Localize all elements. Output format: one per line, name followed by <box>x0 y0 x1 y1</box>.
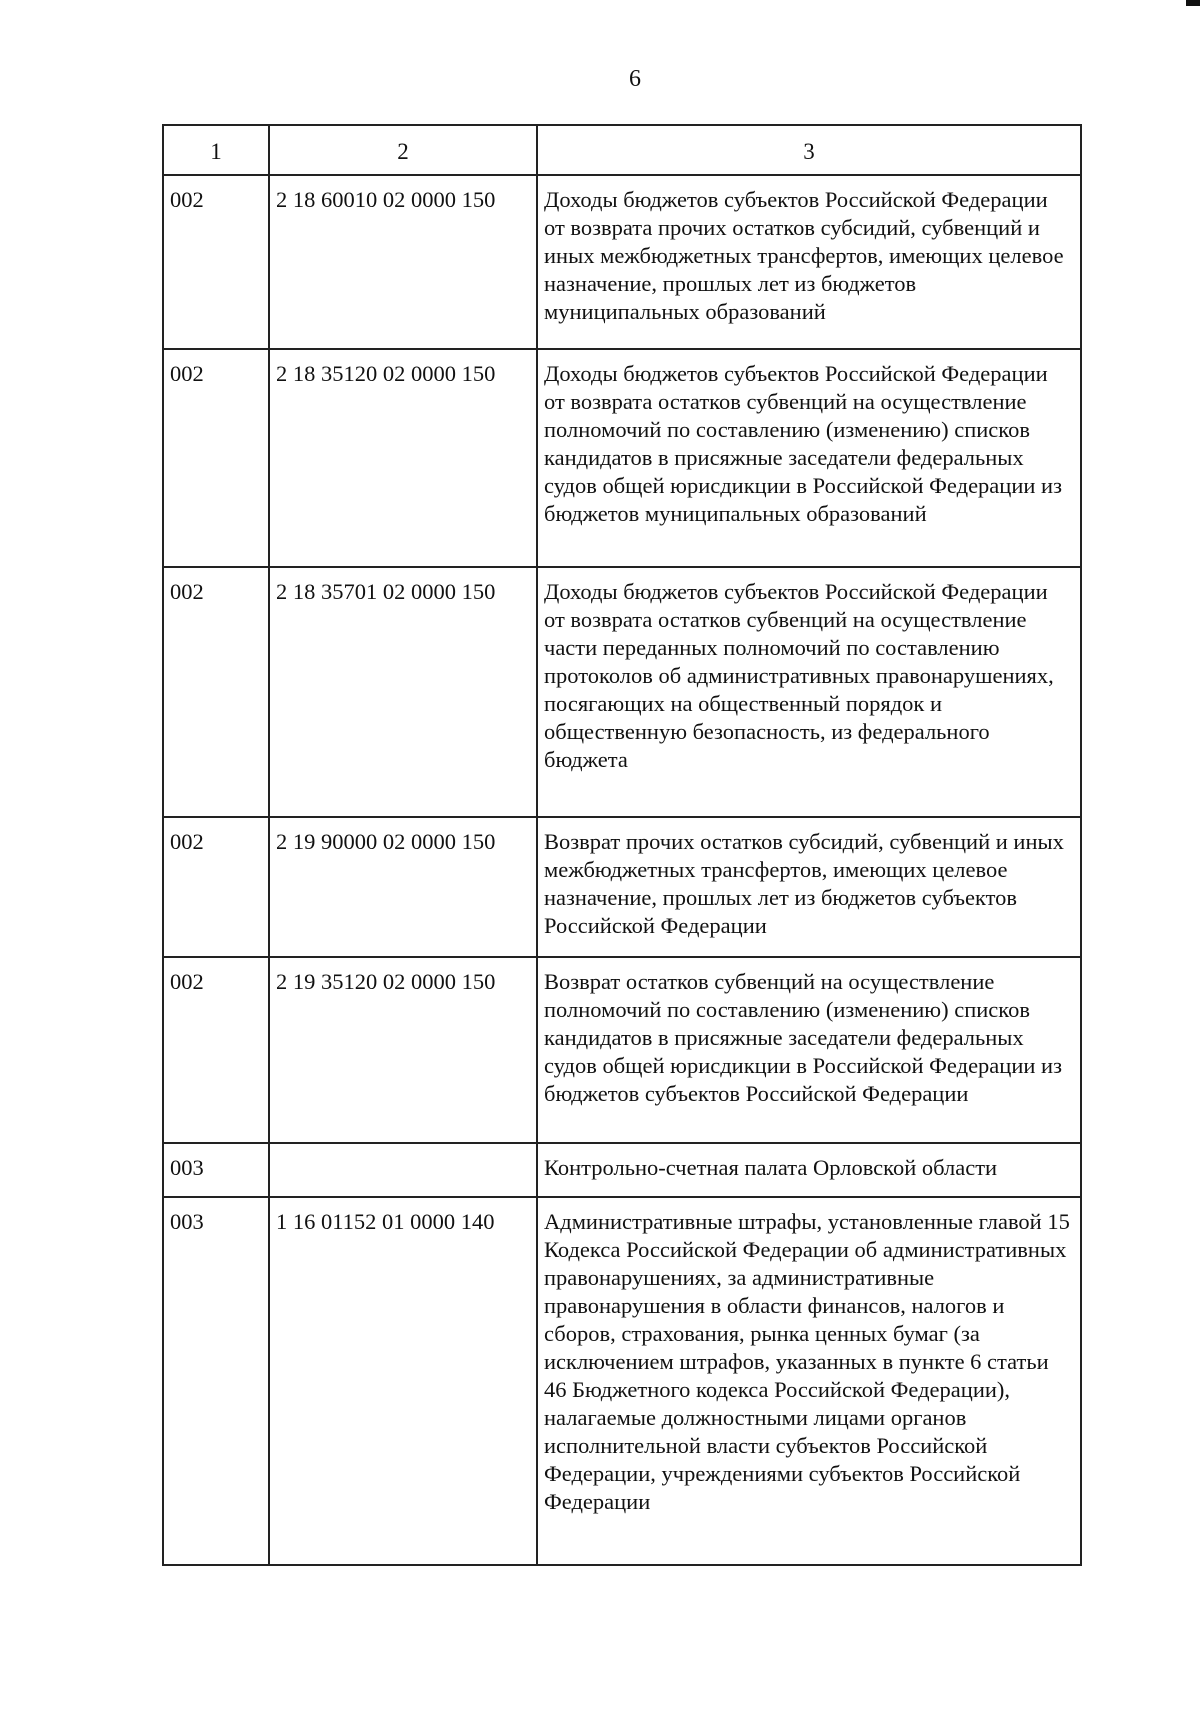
table-header-row <box>163 125 1081 175</box>
admin-code-cell: 002 <box>163 349 269 567</box>
admin-code-cell: 002 <box>163 957 269 1143</box>
description-cell: Доходы бюджетов субъектов Российской Федерации от возврата прочих остатков субсидий, субвенций и иных межбюджетных трансфертов, имеющих целевое назначение, прошлых лет из бюджетов муниципальных образований <box>537 175 1081 349</box>
table-row <box>163 957 1081 1143</box>
description-cell: Административные штрафы, установленные главой 15 Кодекса Российской Федерации об административных правонарушениях, за административные правонарушения в области финансов, налогов и сборов, страхования, рынка ценных бумаг (за исключением штрафов, указанных в пункте 6 статьи 46 Бюджетного кодекса Российской Федерации), налагаемые должностными лицами органов исполнительной власти субъектов Российской Федерации, учреждениями субъектов Российской Федерации <box>537 1197 1081 1565</box>
table-row <box>163 349 1081 567</box>
description-cell: Контрольно-счетная палата Орловской области <box>537 1143 1081 1197</box>
kbk-code-cell: 2 19 35120 02 0000 150 <box>269 957 537 1143</box>
description-cell: Доходы бюджетов субъектов Российской Федерации от возврата остатков субвенций на осуществление полномочий по составлению (изменению) списков кандидатов в присяжные заседатели федеральных судов общей юрисдикции в Российской Федерации из бюджетов муниципальных образований <box>537 349 1081 567</box>
kbk-code-cell: 1 16 01152 01 0000 140 <box>269 1197 537 1565</box>
kbk-code-cell: 2 19 90000 02 0000 150 <box>269 817 537 957</box>
page-number: 6 <box>629 66 641 92</box>
admin-code-cell: 003 <box>163 1197 269 1565</box>
column-number-2: 2 <box>269 125 537 175</box>
page-edge-mark <box>1186 0 1200 6</box>
admin-code-cell: 002 <box>163 175 269 349</box>
table-row <box>163 1197 1081 1565</box>
table-row <box>163 817 1081 957</box>
admin-code-cell: 003 <box>163 1143 269 1197</box>
column-number-3: 3 <box>537 125 1081 175</box>
table-row <box>163 567 1081 817</box>
revenue-codes-table <box>162 124 1082 1566</box>
table-row <box>163 175 1081 349</box>
admin-code-cell: 002 <box>163 817 269 957</box>
admin-code-cell: 002 <box>163 567 269 817</box>
kbk-code-cell: 2 18 35701 02 0000 150 <box>269 567 537 817</box>
kbk-code-cell <box>269 1143 537 1197</box>
table-row <box>163 1143 1081 1197</box>
column-number-1: 1 <box>163 125 269 175</box>
description-cell: Возврат прочих остатков субсидий, субвенций и иных межбюджетных трансфертов, имеющих целевое назначение, прошлых лет из бюджетов субъектов Российской Федерации <box>537 817 1081 957</box>
kbk-code-cell: 2 18 35120 02 0000 150 <box>269 349 537 567</box>
description-cell: Возврат остатков субвенций на осуществление полномочий по составлению (изменению) списков кандидатов в присяжные заседатели федеральных судов общей юрисдикции в Российской Федерации из бюджетов субъектов Российской Федерации <box>537 957 1081 1143</box>
kbk-code-cell: 2 18 60010 02 0000 150 <box>269 175 537 349</box>
description-cell: Доходы бюджетов субъектов Российской Федерации от возврата остатков субвенций на осуществление части переданных полномочий по составлению протоколов об административных правонарушениях, посягающих на общественный порядок и общественную безопасность, из федерального бюджета <box>537 567 1081 817</box>
